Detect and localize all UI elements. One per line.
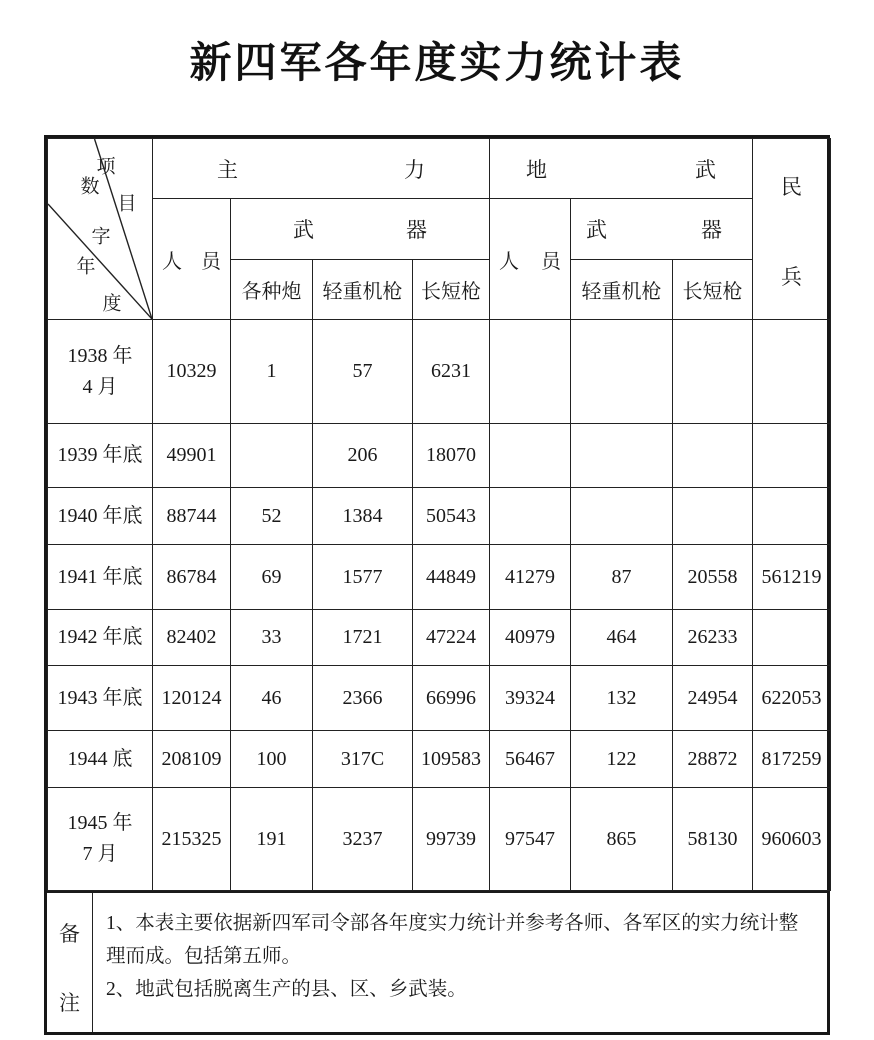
militia-cell: 622053	[753, 666, 831, 731]
header-main-personnel: 人员	[153, 199, 231, 320]
main-personnel-cell: 82402	[153, 610, 231, 666]
note-item: 2、地武包括脱离生产的县、区、乡武装。	[106, 978, 467, 1000]
militia-cell	[753, 488, 831, 545]
main-mg-cell: 317C	[313, 731, 413, 788]
year-line1: 1943 年底	[57, 686, 143, 709]
main-personnel-cell: 215325	[153, 788, 231, 891]
corner-label-item-char1: 项	[96, 156, 116, 178]
corner-label-year-char1: 年	[76, 256, 96, 278]
militia-char1: 民	[781, 175, 803, 199]
notes-label-char1: 备	[59, 922, 80, 946]
main-rifles-cell: 66996	[413, 666, 490, 731]
main-artillery-cell: 33	[231, 610, 313, 666]
corner-label-number-char1: 数	[80, 176, 100, 198]
header-main-mg: 轻重机枪	[313, 260, 413, 320]
corner-diagonal-cell	[48, 139, 152, 319]
main-rifles-cell: 99739	[413, 788, 490, 891]
table-row	[48, 731, 831, 788]
table-row	[48, 610, 831, 666]
militia-cell	[753, 424, 831, 488]
local-rifles-cell: 20558	[673, 545, 753, 610]
militia-cell: 561219	[753, 545, 831, 610]
local-mg-cell: 132	[571, 666, 673, 731]
table-row	[48, 545, 831, 610]
main-mg-cell: 1577	[313, 545, 413, 610]
main-artillery-cell: 191	[231, 788, 313, 891]
local-personnel-cell: 97547	[490, 788, 571, 891]
year-line1: 1940 年底	[57, 504, 143, 527]
header-militia	[753, 139, 831, 320]
local-mg-cell: 464	[571, 610, 673, 666]
main-personnel-cell: 120124	[153, 666, 231, 731]
year-line2: 7 月	[82, 843, 118, 865]
main-rifles-cell: 47224	[413, 610, 490, 666]
main-personnel-cell: 49901	[153, 424, 231, 488]
strength-table	[47, 138, 831, 891]
table-row	[48, 488, 831, 545]
main-mg-cell: 206	[313, 424, 413, 488]
corner-cell	[48, 139, 153, 320]
local-mg-cell	[571, 424, 673, 488]
local-personnel-cell	[490, 320, 571, 424]
year-line1: 1941 年底	[57, 565, 143, 588]
header-row-mid	[48, 199, 831, 260]
main-rifles-cell: 18070	[413, 424, 490, 488]
main-artillery-cell: 1	[231, 320, 313, 424]
year-cell	[48, 788, 153, 891]
corner-label-item-char2: 目	[117, 193, 137, 215]
table-row	[48, 666, 831, 731]
notes-section	[47, 891, 827, 1032]
main-mg-cell: 1721	[313, 610, 413, 666]
local-rifles-cell: 26233	[673, 610, 753, 666]
year-cell	[48, 731, 153, 788]
main-mg-cell: 57	[313, 320, 413, 424]
main-rifles-cell: 6231	[413, 320, 490, 424]
militia-char2: 兵	[781, 265, 803, 289]
militia-cell: 817259	[753, 731, 831, 788]
notes-body	[93, 893, 827, 1032]
statistics-table	[44, 135, 830, 1035]
militia-cell: 960603	[753, 788, 831, 891]
local-personnel-cell: 56467	[490, 731, 571, 788]
year-line1: 1942 年底	[57, 626, 143, 648]
notes-label	[47, 893, 93, 1032]
local-rifles-cell: 28872	[673, 731, 753, 788]
main-mg-cell: 3237	[313, 788, 413, 891]
local-personnel-cell: 41279	[490, 545, 571, 610]
year-cell	[48, 610, 153, 666]
year-cell	[48, 320, 153, 424]
notes-label-char2: 注	[59, 991, 80, 1015]
main-personnel-cell: 88744	[153, 488, 231, 545]
header-main-force: 主力	[153, 139, 490, 199]
year-cell	[48, 545, 153, 610]
main-artillery-cell: 100	[231, 731, 313, 788]
year-line1: 1945 年	[67, 812, 133, 834]
header-artillery: 各种炮	[231, 260, 313, 320]
militia-cell	[753, 610, 831, 666]
header-local-rifles: 长短枪	[673, 260, 753, 320]
corner-label-number-char2: 字	[91, 226, 111, 248]
local-rifles-cell: 58130	[673, 788, 753, 891]
main-artillery-cell: 69	[231, 545, 313, 610]
table-row	[48, 788, 831, 891]
main-artillery-cell: 52	[231, 488, 313, 545]
local-mg-cell: 87	[571, 545, 673, 610]
corner-label-year-char2: 度	[102, 293, 122, 315]
header-local-personnel: 人员	[490, 199, 571, 320]
header-main-weapons: 武器	[231, 199, 490, 260]
main-rifles-cell: 50543	[413, 488, 490, 545]
local-personnel-cell	[490, 488, 571, 545]
note-item: 1、本表主要依据新四军司令部各年度实力统计并参考各师、各军区的实力统计整理而成。包括第五师。	[106, 913, 799, 967]
table-row	[48, 320, 831, 424]
page-title: 新四军各年度实力统计表	[189, 38, 685, 87]
year-cell	[48, 666, 153, 731]
main-mg-cell: 2366	[313, 666, 413, 731]
local-rifles-cell	[673, 424, 753, 488]
year-line1: 1938 年	[67, 344, 133, 367]
local-rifles-cell	[673, 488, 753, 545]
main-rifles-cell: 109583	[413, 731, 490, 788]
militia-cell	[753, 320, 831, 424]
local-rifles-cell: 24954	[673, 666, 753, 731]
year-line1: 1939 年底	[57, 444, 143, 466]
main-mg-cell: 1384	[313, 488, 413, 545]
table-row	[48, 424, 831, 488]
header-row-groups	[48, 139, 831, 199]
local-mg-cell	[571, 488, 673, 545]
header-main-rifles: 长短枪	[413, 260, 490, 320]
year-cell	[48, 488, 153, 545]
local-mg-cell: 122	[571, 731, 673, 788]
main-personnel-cell: 86784	[153, 545, 231, 610]
header-local-mg: 轻重机枪	[571, 260, 673, 320]
main-personnel-cell: 10329	[153, 320, 231, 424]
local-personnel-cell: 40979	[490, 610, 571, 666]
header-local-force: 地武	[490, 139, 753, 199]
main-artillery-cell: 46	[231, 666, 313, 731]
local-personnel-cell	[490, 424, 571, 488]
local-mg-cell	[571, 320, 673, 424]
main-artillery-cell	[231, 424, 313, 488]
year-line1: 1944 底	[67, 747, 133, 770]
local-personnel-cell: 39324	[490, 666, 571, 731]
local-mg-cell: 865	[571, 788, 673, 891]
main-personnel-cell: 208109	[153, 731, 231, 788]
local-rifles-cell	[673, 320, 753, 424]
main-rifles-cell: 44849	[413, 545, 490, 610]
year-line2: 4 月	[82, 375, 118, 398]
year-cell	[48, 424, 153, 488]
header-local-weapons: 武器	[571, 199, 753, 260]
